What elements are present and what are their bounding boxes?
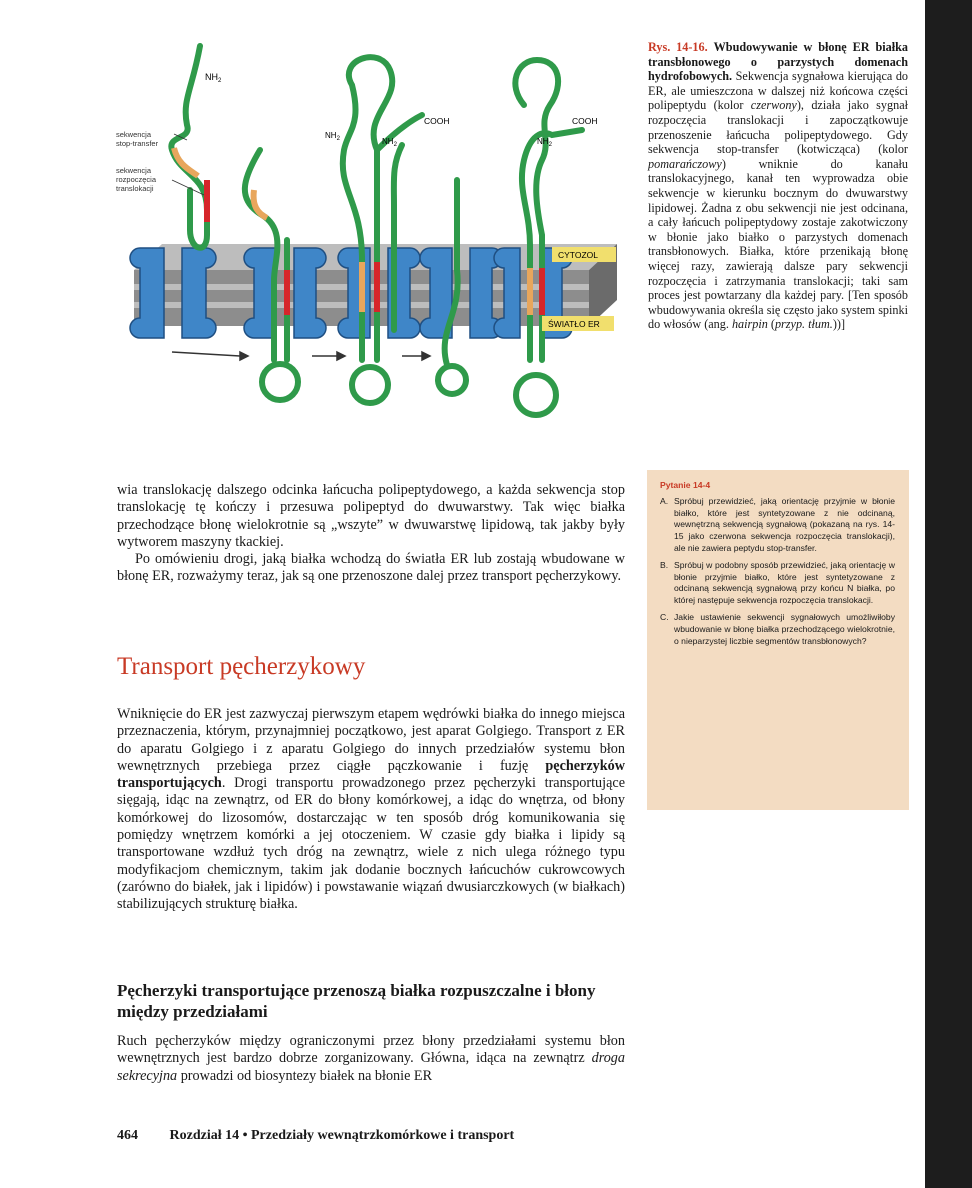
page-footer [117, 1128, 514, 1144]
paragraph-1: wia translokację dalszego odcinka łańcucha polipeptydowego, a każda sekwencja stop translokację tę kończy i przesuwa polipeptyd do dwuwarstwy. Tak więc białka przechodzące błonę wielokrotnie są „wszyte” w dwuwarstwę lipidową, tak jakby były wytworem maszyny tkackiej. [117, 482, 625, 550]
caption-przyp-open: ( [767, 317, 775, 332]
term-transport-vesicles: pęcherzyków transportujących [117, 757, 625, 792]
subsection-title: Pęcherzyki transportujące przenoszą białka rozpuszczalne i błony między przedziałami [117, 981, 596, 1021]
paragraph-3-start: Wniknięcie do ER jest zazwyczaj pierwszym etapem wędrówki białka do innego miejsca przeznaczenia, którym, przynajmniej początkowo, jest aparat Golgiego. Transport z ER do aparatu Golgiego i z aparatu Golgiego do innych przedziałów systemu błon wewnętrznych przebiega przez ciągłe pączkowanie i fuzję [117, 706, 625, 774]
subsection-body [117, 1033, 625, 1085]
paragraph-4 [117, 1033, 625, 1085]
progress-arrow-1 [172, 352, 240, 356]
section-title: Transport pęcherzykowy [117, 653, 366, 680]
paragraph-4-start: Ruch pęcherzyków między ograniczonymi przez błony przedziałami systemu błon wewnętrznych jest bardzo dobrze zorganizowany. Główna, idąca na zewnątrz [117, 1033, 625, 1067]
figure-caption [648, 40, 908, 332]
membrane-insertion-diagram [112, 30, 632, 425]
question-text: Spróbuj w podobny sposób przewidzieć, jaką orientację w błonie przyjmie białko, które jest syntetyzowane z odcinaną sekwencją sygnałową przy końcu N białka, po której następuje sekwencja rozpoczęcia translokacji. [674, 559, 895, 606]
page-number: 464 [117, 1128, 138, 1143]
loop-4 [516, 375, 556, 415]
caption-text-3: ) wniknie do kanału translokacyjnego, kanał ten wyprowadza obie sekwencje w kierunku bocznym do dwuwarstwy lipidowej. Żadna z obu sekwencji nie jest odcinana, a cały łańcuch polipeptydowy zostaje zakotwiczony w błonie jako białko o parzystych domenach transbłonowych. Białka, które przenikają błonę więcej razy, zawierają dalsze pary sekwencji rozpoczęcia i zatrzymania translokacji; taki sam proces jest powtarzany dla każdej pary. [Ten sposób wbudowywania określa się często jako system spinki do włosów (ang. [648, 156, 908, 332]
stop-transfer-label: sekwencja stop-transfer [116, 130, 159, 148]
caption-bold-title: Wbudowywanie w błonę ER białka transbłonowego o parzystych domenach hydrofobowych. [648, 40, 908, 84]
nh2-label-2: $NH_2$ [325, 131, 340, 142]
cooh-label-2: COOH [572, 116, 598, 126]
progress-arrow-2-head [337, 352, 345, 360]
nh2-label-1: $NH_2$ [205, 72, 222, 84]
start-transfer-label: sekwencja rozpoczęcia translokacji [116, 166, 157, 193]
question-text: Jakie ustawienie sekwencji sygnałowych umożliwiłoby wbudowanie w błonę białka przechodzącego wielokrotnie, o nieparzystej liczbie segmentów transbłonowych? [674, 611, 895, 646]
question-text: Spróbuj przewidzieć, jaką orientację przyjmie w błonie białko, które jest syntetyzowane z nie odcinaną, wewnętrzną sekwencją sygnałową (pokazaną na rys. 14-15 jako czerwona sekwencja rozpoczęcia translokacji), ale nie zawiera peptydu stop-transfer. [674, 495, 895, 553]
chain-1 [171, 46, 207, 248]
caption-figure-number: Rys. 14-16. [648, 40, 708, 54]
figure-14-16 [112, 30, 632, 425]
paragraph-3-end: . Drogi transportu prowadzonego przez pęcherzyki transportujące sięgają, idąc na zewnątrz, od ER do błony komórkowej, a idąc do wnętrza, od błony komórkowej do lizosomów, dostarczając w ten sposób dróg komunikowania się pomiędzy wnętrzem komórki a jej otoczeniem. W czasie gdy białka i lipidy są transportowane wzdłuż tych dróg na zewnątrz, wiele z nich ulega różnego typu modyfikacjom chemicznym, takim jak dodanie bocznych łańcuchów cukrowcowych (zarówno do białek, jak i lipidów) i powstawanie wiązań dwusiarczkowych (w białkach) stabilizujących strukturę białka. [117, 775, 625, 913]
nh2-label-4: $NH_2$ [537, 137, 552, 148]
paragraph-2: Po omówieniu drogi, jaką białka wchodzą do światła ER lub zostają wbudowane w błonę ER, rozważymy teraz, jak są one przenoszone dalej przez transport pęcherzykowy. [117, 551, 625, 585]
question-letter: B. [660, 559, 669, 570]
er-lumen-label: ŚWIATŁO ER [548, 319, 600, 329]
question-item-a [660, 496, 895, 555]
caption-color-orange: pomarańczowy [648, 156, 722, 171]
question-letter: A. [660, 495, 669, 506]
caption-przyp: przyp. tłum. [774, 317, 833, 332]
caption-text-4: ))] [832, 317, 846, 332]
paragraph-4-end: prowadzi od biosyntezy białek na błonie ER [177, 1067, 433, 1084]
question-item-c [660, 612, 895, 647]
cytosol-label: CYTOZOL [558, 250, 598, 260]
term-secretory-pathway: droga sekrecyjna [117, 1050, 625, 1084]
body-top-paragraphs [117, 482, 625, 586]
nh2-label-3: $NH_2$ [382, 137, 397, 148]
question-letter: C. [660, 611, 669, 622]
cooh-label-1: COOH [424, 116, 450, 126]
progress-arrow-3-head [422, 352, 430, 360]
caption-text-2: ), działa jako sygnał rozpoczęcia translokacji i zapoczątkowuje przenoszenie łańcucha polipeptydowego. Gdy sekwencja stop-transfer (kotwicząca) (kolor [648, 98, 908, 157]
question-box [647, 470, 909, 810]
progress-arrow-1-head [240, 352, 248, 360]
caption-color-red: czerwony [750, 98, 797, 113]
page-edge-shadow [925, 0, 972, 1188]
chapter-title: Rozdział 14 • Przedziały wewnątrzkomórkowe i transport [169, 1128, 515, 1143]
caption-hairpin: hairpin [731, 317, 768, 332]
paragraph-3 [117, 706, 625, 914]
loop-1 [262, 364, 298, 400]
caption-text-1: Sekwencja sygnałowa kierująca do ER, ale umieszczona w dalszej niż końcowa części polipeptydu (kolor [648, 69, 909, 113]
loop-3 [438, 366, 466, 394]
section-body [117, 706, 625, 914]
loop-2 [352, 367, 388, 403]
question-item-b [660, 560, 895, 607]
question-title: Pytanie 14-4 [660, 480, 711, 490]
